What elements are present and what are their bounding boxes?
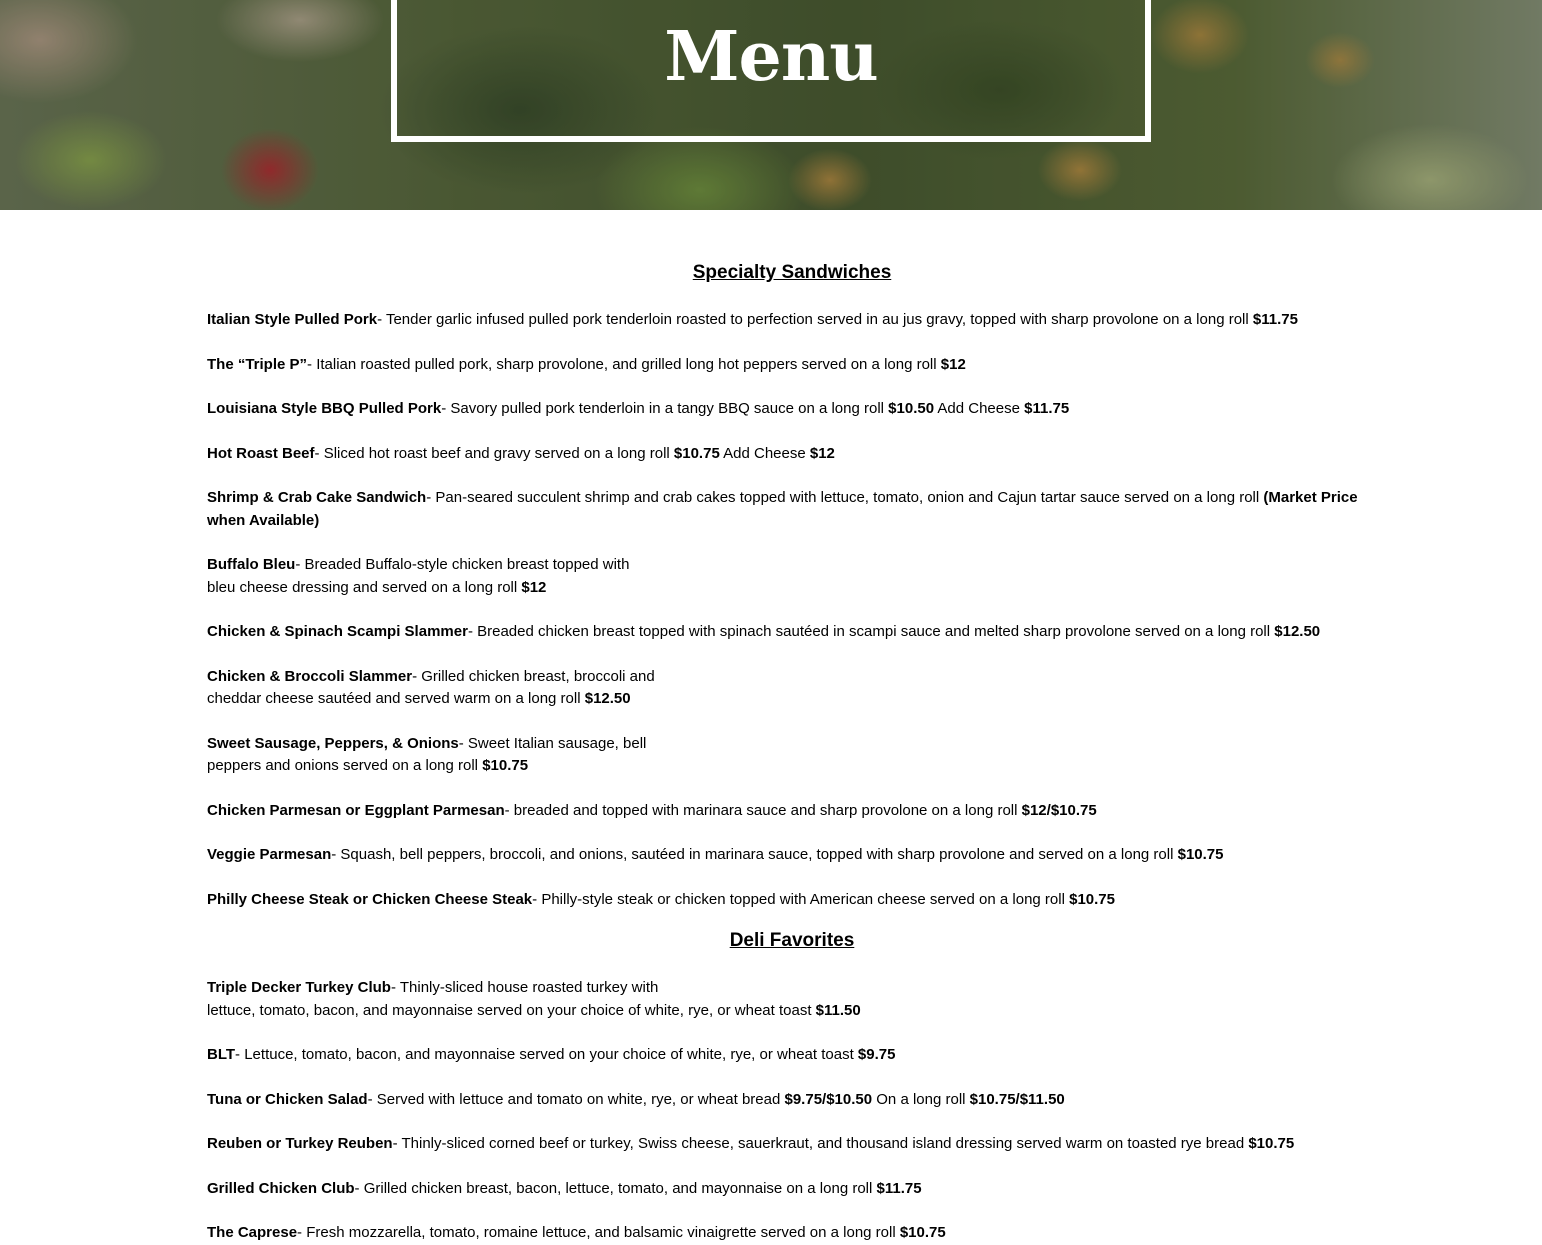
item-name: Buffalo Bleu	[207, 556, 296, 573]
item-price: $11.75	[876, 1179, 922, 1197]
menu-item	[207, 554, 1377, 599]
item-name: BLT	[207, 1046, 236, 1063]
item-separator: -	[504, 801, 514, 819]
item-description: Sliced hot roast beef and gravy served on a long roll	[323, 444, 674, 462]
section-heading-specialty: Specialty Sandwiches	[692, 262, 892, 283]
menu-content	[207, 210, 1377, 1245]
item-description: Grilled chicken breast, broccoli and	[421, 667, 655, 685]
menu-item	[207, 487, 1377, 532]
menu-item	[207, 1222, 1377, 1245]
item-description: Served with lettuce and tomato on white, rye, or wheat bread	[376, 1090, 785, 1108]
item-price: $10.50	[888, 400, 935, 417]
item-description: Lettuce, tomato, bacon, and mayonnaise served on your choice of white, rye, or wheat toast	[244, 1046, 858, 1063]
title-frame	[391, 0, 1151, 142]
menu-item	[207, 844, 1377, 867]
item-separator: -	[412, 667, 422, 685]
item-price: $10.75	[1069, 890, 1115, 908]
item-separator: -	[235, 1046, 245, 1063]
item-price: (Market Price when Available)	[207, 489, 1358, 529]
menu-item	[207, 443, 1377, 466]
item-separator: -	[314, 444, 324, 462]
menu-item	[207, 309, 1377, 332]
item-description: lettuce, tomato, bacon, and mayonnaise served on your choice of white, rye, or wheat toast	[207, 1001, 816, 1019]
item-separator: -	[532, 890, 542, 908]
menu-item	[207, 621, 1377, 644]
item-separator: -	[377, 311, 386, 328]
item-price: $9.75/$10.50	[784, 1090, 873, 1108]
item-price: $12.50	[1274, 623, 1321, 640]
deli-list	[207, 977, 1377, 1245]
item-separator: -	[390, 979, 400, 996]
menu-item	[207, 800, 1377, 823]
item-description: Pan-seared succulent shrimp and crab cakes topped with lettuce, tomato, onion and Cajun tartar sauce served on a long roll	[435, 489, 1264, 506]
item-price-alt: $12	[809, 444, 835, 462]
item-price: $10.75	[1177, 846, 1224, 863]
item-separator: -	[441, 400, 451, 417]
menu-item	[207, 666, 1377, 711]
item-separator: -	[426, 489, 436, 506]
item-name: Veggie Parmesan	[207, 846, 332, 863]
item-description: Thinly-sliced corned beef or turkey, Swiss cheese, sauerkraut, and thousand island dressing served warm on toasted rye bread	[401, 1135, 1249, 1152]
page-title: Menu	[664, 17, 878, 97]
menu-item	[207, 398, 1377, 421]
item-description: bleu cheese dressing and served on a long roll	[207, 578, 522, 596]
item-price: $10.75	[673, 444, 720, 462]
hero-banner	[0, 0, 1542, 210]
item-name: The “Triple P”	[207, 355, 308, 373]
item-price-alt: $11.75	[1024, 400, 1070, 417]
item-price-alt: $10.75/$11.50	[969, 1090, 1065, 1108]
item-extra: Add Cheese	[719, 444, 810, 462]
item-name: Reuben or Turkey Reuben	[207, 1135, 393, 1152]
item-price: $12	[940, 355, 966, 373]
item-name: Tuna or Chicken Salad	[207, 1090, 368, 1108]
item-separator: -	[354, 1179, 364, 1197]
item-description: Breaded Buffalo-style chicken breast topped with	[304, 556, 630, 573]
item-name: Grilled Chicken Club	[207, 1179, 355, 1197]
item-price: $11.75	[1252, 311, 1298, 328]
section-heading-deli: Deli Favorites	[729, 930, 855, 951]
item-price: $10.75	[482, 757, 529, 774]
menu-item	[207, 733, 1377, 778]
item-name: Philly Cheese Steak or Chicken Cheese Steak	[207, 890, 533, 908]
item-price: $11.50	[815, 1001, 861, 1019]
item-separator: -	[458, 734, 468, 752]
item-separator: -	[367, 1090, 377, 1108]
item-name: Chicken Parmesan or Eggplant Parmesan	[207, 801, 505, 819]
item-price: $10.75	[1248, 1135, 1295, 1152]
item-name: Louisiana Style BBQ Pulled Pork	[207, 400, 442, 417]
item-description: Philly-style steak or chicken topped with American cheese served on a long roll	[541, 890, 1070, 908]
item-price: $9.75	[857, 1046, 896, 1063]
item-price: $12	[521, 578, 547, 596]
item-extra: Add Cheese	[934, 400, 1025, 417]
item-extra: On a long roll	[872, 1090, 970, 1108]
item-description: Italian roasted pulled pork, sharp provolone, and grilled long hot peppers served on a long roll	[316, 355, 941, 373]
item-name: Shrimp & Crab Cake Sandwich	[207, 489, 427, 506]
item-name: Hot Roast Beef	[207, 444, 315, 462]
item-price: $12/$10.75	[1021, 801, 1097, 819]
item-price: $10.75	[899, 1224, 946, 1241]
item-name: Chicken & Spinach Scampi Slammer	[207, 623, 468, 640]
menu-item	[207, 354, 1377, 377]
item-description: Fresh mozzarella, tomato, romaine lettuce, and balsamic vinaigrette served on a long roll	[306, 1224, 900, 1241]
item-name: Triple Decker Turkey Club	[207, 979, 391, 996]
item-price: $12.50	[584, 690, 631, 707]
item-separator: -	[467, 623, 478, 640]
item-separator: -	[307, 355, 317, 373]
item-description: Grilled chicken breast, bacon, lettuce, tomato, and mayonnaise on a long roll	[363, 1179, 877, 1197]
specialty-list	[207, 309, 1377, 911]
menu-item	[207, 1044, 1377, 1067]
menu-item	[207, 1178, 1377, 1201]
menu-item	[207, 1089, 1377, 1112]
item-separator: -	[392, 1135, 402, 1152]
item-separator: -	[297, 1224, 307, 1241]
menu-item	[207, 889, 1377, 912]
item-description: Squash, bell peppers, broccoli, and onions, sautéed in marinara sauce, topped with sharp provolone and served on a long roll	[340, 846, 1178, 863]
menu-item	[207, 1133, 1377, 1156]
item-separator: -	[331, 846, 341, 863]
item-name: Italian Style Pulled Pork	[207, 311, 378, 328]
item-name: Sweet Sausage, Peppers, & Onions	[207, 734, 459, 752]
item-name: The Caprese	[207, 1224, 298, 1241]
item-description: Sweet Italian sausage, bell	[467, 734, 647, 752]
item-description: breaded and topped with marinara sauce and sharp provolone on a long roll	[513, 801, 1022, 819]
item-description: peppers and onions served on a long roll	[207, 757, 483, 774]
item-name: Chicken & Broccoli Slammer	[207, 667, 413, 685]
item-description: cheddar cheese sautéed and served warm on a long roll	[207, 690, 585, 707]
item-description: Thinly-sliced house roasted turkey with	[399, 979, 659, 996]
item-description: Tender garlic infused pulled pork tenderloin roasted to perfection served in au jus gravy, topped with sharp provolone on a long roll	[385, 311, 1253, 328]
menu-item	[207, 977, 1377, 1022]
item-separator: -	[295, 556, 305, 573]
item-description: Savory pulled pork tenderloin in a tangy BBQ sauce on a long roll	[450, 400, 889, 417]
item-description: Breaded chicken breast topped with spinach sautéed in scampi sauce and melted sharp provolone served on a long roll	[477, 623, 1275, 640]
